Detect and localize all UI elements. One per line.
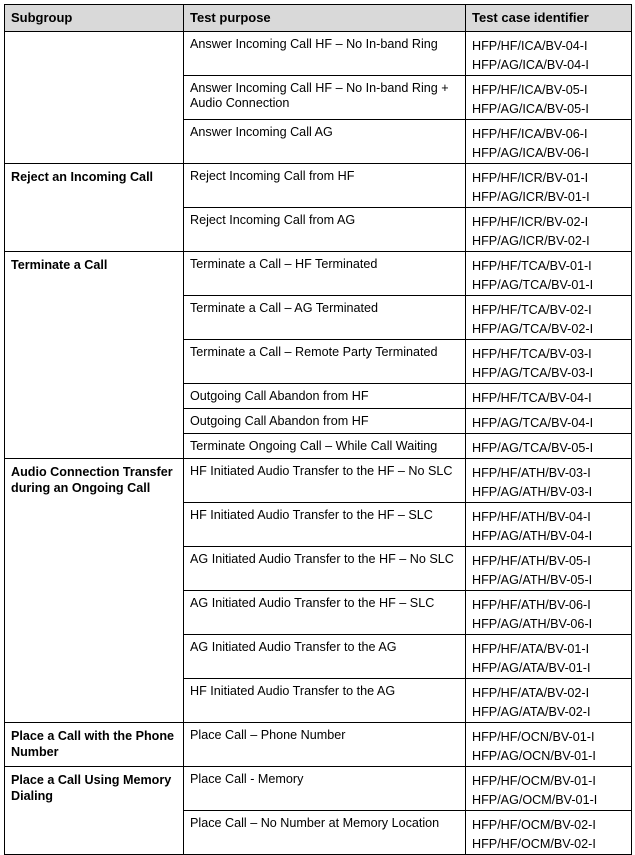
test-case-identifier: HFP/AG/OCN/BV-01-I xyxy=(472,749,596,763)
test-case-identifier-cell xyxy=(466,547,632,591)
test-purpose-cell: Terminate a Call – AG Terminated xyxy=(184,296,466,340)
table-row xyxy=(5,252,632,296)
test-purpose-cell: Place Call – Phone Number xyxy=(184,723,466,767)
test-case-identifier: HFP/HF/TCA/BV-01-I xyxy=(472,259,592,273)
test-case-identifier-cell xyxy=(466,434,632,459)
subgroup-cell: Reject an Incoming Call xyxy=(5,164,184,252)
table-row xyxy=(5,767,632,811)
subgroup-cell: Audio Connection Transfer during an Ongoing Call xyxy=(5,459,184,723)
test-case-identifier-cell xyxy=(466,384,632,409)
test-purpose-cell: Terminate a Call – Remote Party Terminated xyxy=(184,340,466,384)
test-case-identifier-cell xyxy=(466,296,632,340)
test-case-identifier: HFP/HF/TCA/BV-02-I xyxy=(472,303,592,317)
test-case-identifier: HFP/HF/ICR/BV-01-I xyxy=(472,171,589,185)
test-case-identifier: HFP/HF/ATA/BV-01-I xyxy=(472,642,590,656)
table-row xyxy=(5,723,632,767)
test-case-identifier: HFP/HF/TCA/BV-03-I xyxy=(472,347,592,361)
test-case-identifier-cell xyxy=(466,767,632,811)
test-case-identifier-cell xyxy=(466,459,632,503)
test-purpose-cell: Reject Incoming Call from AG xyxy=(184,208,466,252)
test-case-identifier: HFP/AG/TCA/BV-05-I xyxy=(472,441,594,455)
test-case-identifier: HFP/HF/ATA/BV-02-I xyxy=(472,686,590,700)
test-purpose-cell: Answer Incoming Call AG xyxy=(184,120,466,164)
table-row xyxy=(5,32,632,76)
subgroup-cell: Terminate a Call xyxy=(5,252,184,459)
test-purpose-cell: AG Initiated Audio Transfer to the HF – SLC xyxy=(184,591,466,635)
test-purpose-cell: Answer Incoming Call HF – No In-band Ring + Audio Connection xyxy=(184,76,466,120)
table-body xyxy=(5,32,632,855)
test-case-identifier: HFP/AG/ICR/BV-02-I xyxy=(472,234,590,248)
test-case-identifier: HFP/HF/ATH/BV-03-I xyxy=(472,466,591,480)
test-purpose-cell: Outgoing Call Abandon from HF xyxy=(184,409,466,434)
test-case-identifier: HFP/AG/ATH/BV-03-I xyxy=(472,485,593,499)
test-case-identifier-cell xyxy=(466,208,632,252)
test-case-identifier-cell xyxy=(466,811,632,855)
test-case-identifier: HFP/AG/ATA/BV-02-I xyxy=(472,705,591,719)
test-case-identifier: HFP/AG/ICA/BV-06-I xyxy=(472,146,589,160)
test-purpose-cell: HF Initiated Audio Transfer to the HF – No SLC xyxy=(184,459,466,503)
test-case-identifier: HFP/HF/OCM/BV-02-I xyxy=(472,818,596,832)
test-purpose-cell: HF Initiated Audio Transfer to the AG xyxy=(184,679,466,723)
header-row xyxy=(5,5,632,32)
test-case-identifier-cell xyxy=(466,679,632,723)
test-case-identifier: HFP/AG/ICA/BV-05-I xyxy=(472,102,589,116)
test-case-identifier-cell xyxy=(466,252,632,296)
test-purpose-cell: Place Call – No Number at Memory Location xyxy=(184,811,466,855)
test-case-identifier: HFP/AG/OCM/BV-01-I xyxy=(472,793,598,807)
header-test-purpose: Test purpose xyxy=(184,5,466,32)
test-case-identifier-cell xyxy=(466,409,632,434)
test-case-identifier: HFP/HF/TCA/BV-04-I xyxy=(472,391,592,405)
test-case-identifier: HFP/HF/ATH/BV-05-I xyxy=(472,554,591,568)
test-case-identifier: HFP/HF/OCM/BV-02-I xyxy=(472,837,596,851)
test-case-identifier-cell xyxy=(466,723,632,767)
test-purpose-cell: Terminate a Call – HF Terminated xyxy=(184,252,466,296)
test-case-identifier: HFP/HF/ICR/BV-02-I xyxy=(472,215,589,229)
test-case-identifier-cell xyxy=(466,591,632,635)
test-case-identifier-cell xyxy=(466,76,632,120)
test-case-identifier-cell xyxy=(466,635,632,679)
test-case-identifier: HFP/AG/TCA/BV-01-I xyxy=(472,278,594,292)
test-purpose-cell: Terminate Ongoing Call – While Call Waiting xyxy=(184,434,466,459)
table-row xyxy=(5,164,632,208)
subgroup-cell: Place a Call with the Phone Number xyxy=(5,723,184,767)
test-case-identifier: HFP/AG/TCA/BV-02-I xyxy=(472,322,594,336)
test-case-identifier-cell xyxy=(466,164,632,208)
test-case-identifier: HFP/AG/TCA/BV-03-I xyxy=(472,366,594,380)
test-case-identifier-cell xyxy=(466,120,632,164)
test-purpose-cell: Answer Incoming Call HF – No In-band Ring xyxy=(184,32,466,76)
test-case-identifier: HFP/HF/ATH/BV-04-I xyxy=(472,510,591,524)
test-case-identifier: HFP/AG/ICR/BV-01-I xyxy=(472,190,590,204)
test-case-identifier: HFP/AG/ATH/BV-06-I xyxy=(472,617,593,631)
test-purpose-cell: AG Initiated Audio Transfer to the AG xyxy=(184,635,466,679)
test-case-identifier: HFP/AG/ICA/BV-04-I xyxy=(472,58,589,72)
test-case-identifier: HFP/AG/ATA/BV-01-I xyxy=(472,661,591,675)
test-case-identifier-cell xyxy=(466,32,632,76)
subgroup-cell: Place a Call Using Memory Dialing xyxy=(5,767,184,855)
test-case-identifier-cell xyxy=(466,340,632,384)
test-case-identifier: HFP/AG/ATH/BV-05-I xyxy=(472,573,593,587)
table-row xyxy=(5,459,632,503)
test-case-identifier: HFP/AG/ATH/BV-04-I xyxy=(472,529,593,543)
test-purpose-cell: Reject Incoming Call from HF xyxy=(184,164,466,208)
test-case-identifier: HFP/HF/ICA/BV-04-I xyxy=(472,39,588,53)
test-purpose-cell: HF Initiated Audio Transfer to the HF – SLC xyxy=(184,503,466,547)
test-case-identifier: HFP/HF/OCN/BV-01-I xyxy=(472,730,595,744)
test-purpose-cell: AG Initiated Audio Transfer to the HF – No SLC xyxy=(184,547,466,591)
test-case-identifier: HFP/HF/ATH/BV-06-I xyxy=(472,598,591,612)
test-purpose-cell: Outgoing Call Abandon from HF xyxy=(184,384,466,409)
test-case-identifier: HFP/HF/ICA/BV-06-I xyxy=(472,127,588,141)
test-case-identifier: HFP/HF/ICA/BV-05-I xyxy=(472,83,588,97)
test-case-identifier: HFP/HF/OCM/BV-01-I xyxy=(472,774,596,788)
test-purpose-cell: Place Call - Memory xyxy=(184,767,466,811)
test-case-identifier-cell xyxy=(466,503,632,547)
subgroup-cell xyxy=(5,32,184,164)
header-test-case-identifier: Test case identifier xyxy=(466,5,632,32)
test-case-table xyxy=(4,4,632,855)
header-subgroup: Subgroup xyxy=(5,5,184,32)
test-case-identifier: HFP/AG/TCA/BV-04-I xyxy=(472,416,594,430)
